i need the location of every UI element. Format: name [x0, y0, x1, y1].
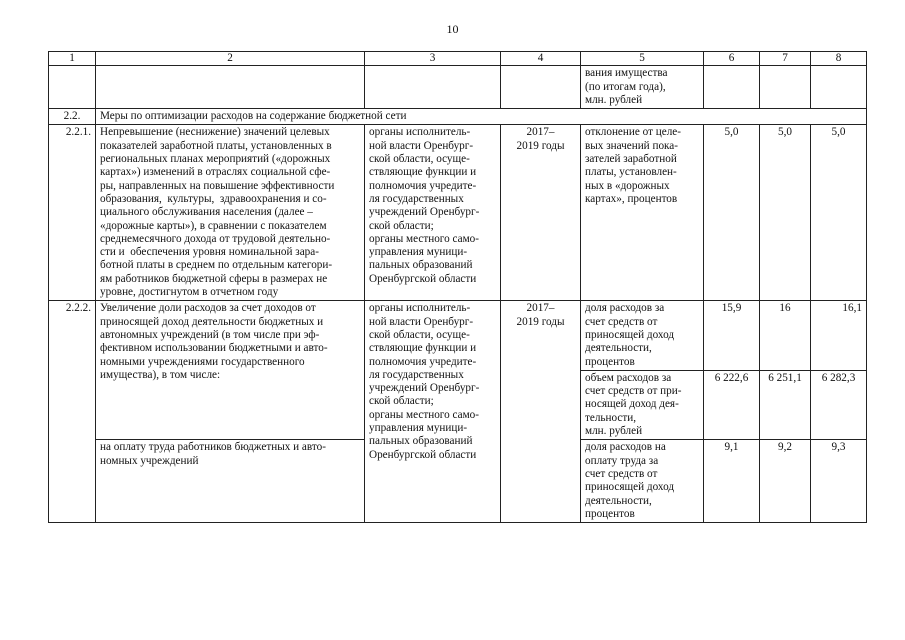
value-col8: 6 282,3 [811, 370, 867, 439]
value-col7: 6 251,1 [760, 370, 811, 439]
value-col6: 9,1 [704, 440, 760, 523]
section-number: 2.2. [49, 109, 96, 125]
indicator: объем расходов за счет средств от при- носящей доход дея- тельности, млн. рублей [581, 370, 704, 439]
header-cell: 2 [96, 52, 365, 66]
page-number: 10 [446, 22, 459, 36]
value-col7: 16 [760, 301, 811, 370]
value-col6: 15,9 [704, 301, 760, 370]
header-cell: 5 [581, 52, 704, 66]
value-col7: 9,2 [760, 440, 811, 523]
value-col8: 16,1 [811, 301, 867, 370]
value-col8: 9,3 [811, 440, 867, 523]
header-row [49, 52, 867, 66]
header-cell: 3 [365, 52, 501, 66]
section-title: Меры по оптимизации расходов на содержание бюджетной сети [96, 109, 867, 125]
header-cell: 1 [49, 52, 96, 66]
indicator: доля расходов на оплату труда за счет средств от приносящей доход деятельности, процентов [581, 440, 704, 523]
indicator-continuation: вания имущества (по итогам года), млн. рублей [581, 66, 704, 109]
value-col6: 5,0 [704, 125, 760, 301]
measures-table [48, 51, 867, 523]
section-row [49, 109, 867, 125]
executors: органы исполнитель- ной власти Оренбург- ской области, осуще- ствляющие функции и полномочия учредите- ля государственных учреждений Оренбург- ской области; органы местного само- управления муници- пальных образований Оренбургской области [365, 301, 501, 523]
measure-description: Увеличение доли расходов за счет доходов от приносящей доход деятельности бюджетных и автономных учреждений (в том числе при эф- фективном использовании бюджетными и авто- номными учреждениями государственного имущества), в том числе: [96, 301, 365, 440]
value-col6: 6 222,6 [704, 370, 760, 439]
header-cell: 4 [501, 52, 581, 66]
indicator: доля расходов за счет средств от приносящей доход деятельности, процентов [581, 301, 704, 370]
indicator: отклонение от целе- вых значений пока- зателей заработной платы, установлен- ных в «дорожных картах», процентов [581, 125, 704, 301]
sub-measure-description: на оплату труда работников бюджетных и авто- номных учреждений [96, 440, 365, 523]
header-cell: 8 [811, 52, 867, 66]
row-number: 2.2.2. [49, 301, 96, 523]
period: 2017– 2019 годы [501, 125, 581, 301]
header-cell: 7 [760, 52, 811, 66]
table-row-2-2-2 [49, 301, 867, 370]
measure-description: Непревышение (неснижение) значений целевых показателей заработной платы, установленных в региональных планах мероприятий («дорожных картах») изменений в отраслях социальной сфе- ры, направленных на повышение эффективности образования, культуры, здравоохранения и со- циального обслуживания населения (далее – «дорожные карты»), в сравнении с показателем среднемесячного дохода от трудовой деятельно- сти и обеспечения уровня номинальной зара- ботной платы в среднем по отдельным категори- ям работников бюджетной сферы в размерах не уровне, достигнутом в отчетном году [96, 125, 365, 301]
value-col7: 5,0 [760, 125, 811, 301]
continuation-row [49, 66, 867, 109]
period: 2017– 2019 годы [501, 301, 581, 523]
header-cell: 6 [704, 52, 760, 66]
table-row-2-2-1 [49, 125, 867, 301]
value-col8: 5,0 [811, 125, 867, 301]
row-number: 2.2.1. [49, 125, 96, 301]
executors: органы исполнитель- ной власти Оренбург- ской области, осуще- ствляющие функции и полномочия учредите- ля государственных учреждений Оренбург- ской области; органы местного само- управления муници- пальных образований Оренбургской области [365, 125, 501, 301]
